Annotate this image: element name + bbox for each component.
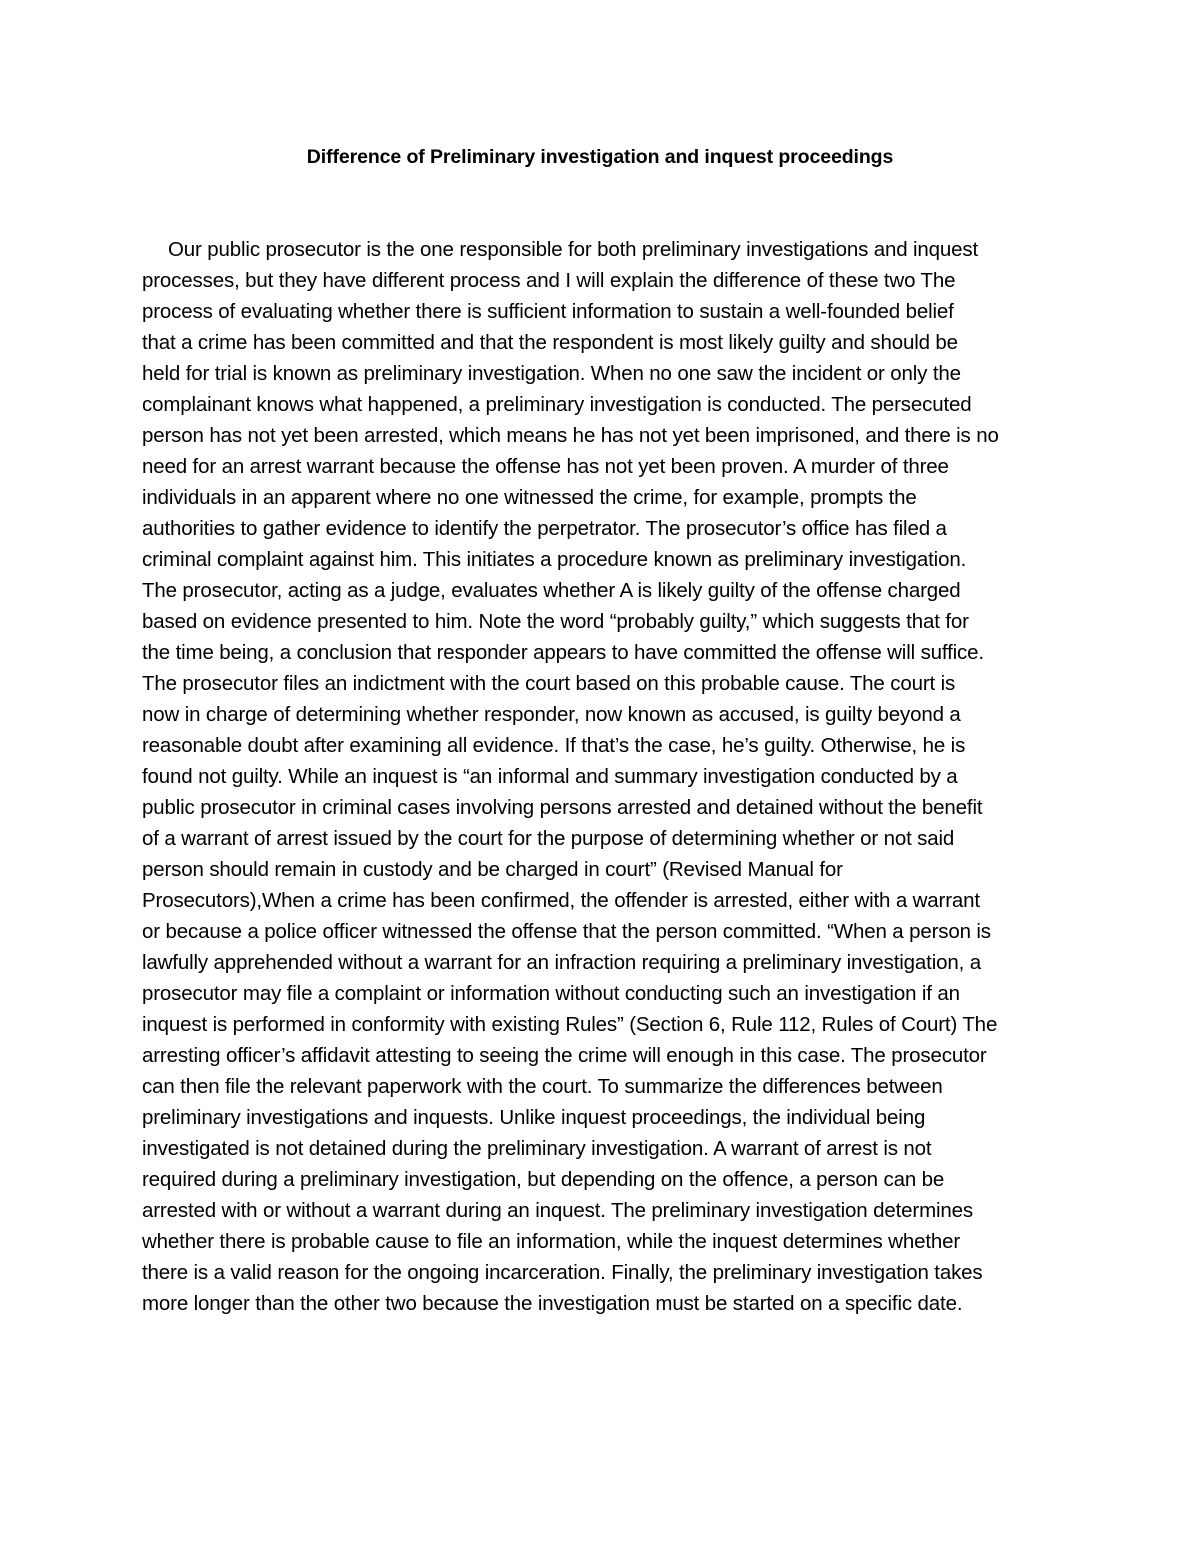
body-text-line: that a crime has been committed and that the respondent is most likely guilty and should be <box>142 331 958 354</box>
body-text-line: process of evaluating whether there is sufficient information to sustain a well-founded belief <box>142 300 954 323</box>
body-text-line: reasonable doubt after examining all evidence. If that’s the case, he’s guilty. Otherwise, he is <box>142 734 966 757</box>
body-text-line: need for an arrest warrant because the offense has not yet been proven. A murder of three <box>142 455 949 478</box>
body-text-line: person should remain in custody and be charged in court” (Revised Manual for <box>142 858 843 881</box>
body-text-line: criminal complaint against him. This initiates a procedure known as preliminary investigation. <box>142 548 967 571</box>
body-text-line: arresting officer’s affidavit attesting to seeing the crime will enough in this case. The prosecutor <box>142 1044 987 1067</box>
body-text-line: required during a preliminary investigation, but depending on the offence, a person can be <box>142 1168 945 1191</box>
body-text-line: preliminary investigations and inquests. Unlike inquest proceedings, the individual being <box>142 1106 926 1129</box>
body-text-line: prosecutor may file a complaint or information without conducting such an investigation if an <box>142 982 960 1005</box>
body-text-line: processes, but they have different process and I will explain the difference of these two The <box>142 269 956 292</box>
body-text-line: authorities to gather evidence to identify the perpetrator. The prosecutor’s office has filed a <box>142 517 947 540</box>
body-text-line: public prosecutor in criminal cases involving persons arrested and detained without the benefit <box>142 796 983 819</box>
body-text-line: The prosecutor, acting as a judge, evaluates whether A is likely guilty of the offense charged <box>142 579 961 602</box>
body-text-line: individuals in an apparent where no one witnessed the crime, for example, prompts the <box>142 486 917 509</box>
body-text-line: there is a valid reason for the ongoing incarceration. Finally, the preliminary investigation takes <box>142 1261 983 1284</box>
body-text-line: the time being, a conclusion that responder appears to have committed the offense will suffice. <box>142 641 984 664</box>
body-text-line: The prosecutor files an indictment with the court based on this probable cause. The court is <box>142 672 956 695</box>
body-text-line: arrested with or without a warrant during an inquest. The preliminary investigation determines <box>142 1199 974 1222</box>
body-text-line: now in charge of determining whether responder, now known as accused, is guilty beyond a <box>142 703 961 726</box>
document-title: Difference of Preliminary investigation and inquest proceedings <box>306 146 894 168</box>
body-text-line: investigated is not detained during the preliminary investigation. A warrant of arrest is not <box>142 1137 932 1160</box>
body-text-line: person has not yet been arrested, which means he has not yet been imprisoned, and there is no <box>142 424 999 447</box>
document-body <box>142 234 1072 1319</box>
body-text-line: found not guilty. While an inquest is “an informal and summary investigation conducted by a <box>142 765 958 788</box>
body-text-line: Prosecutors),When a crime has been confirmed, the offender is arrested, either with a warrant <box>142 889 980 912</box>
body-text-line: based on evidence presented to him. Note the word “probably guilty,” which suggests that for <box>142 610 969 633</box>
body-text-line: inquest is performed in conformity with existing Rules” (Section 6, Rule 112, Rules of Court) The <box>142 1013 998 1036</box>
body-text-line: Our public prosecutor is the one responsible for both preliminary investigations and inquest <box>168 238 979 261</box>
body-text-line: or because a police officer witnessed the offense that the person committed. “When a person is <box>142 920 991 943</box>
body-text-line: of a warrant of arrest issued by the court for the purpose of determining whether or not said <box>142 827 955 850</box>
body-text-line: held for trial is known as preliminary investigation. When no one saw the incident or only the <box>142 362 961 385</box>
body-text-line: more longer than the other two because the investigation must be started on a specific date. <box>142 1292 963 1315</box>
body-text-line: whether there is probable cause to file an information, while the inquest determines whether <box>142 1230 961 1253</box>
body-text-line: can then file the relevant paperwork with the court. To summarize the differences between <box>142 1075 943 1098</box>
body-text-line: lawfully apprehended without a warrant for an infraction requiring a preliminary investigation, a <box>142 951 981 974</box>
body-text-line: complainant knows what happened, a preliminary investigation is conducted. The persecuted <box>142 393 972 416</box>
